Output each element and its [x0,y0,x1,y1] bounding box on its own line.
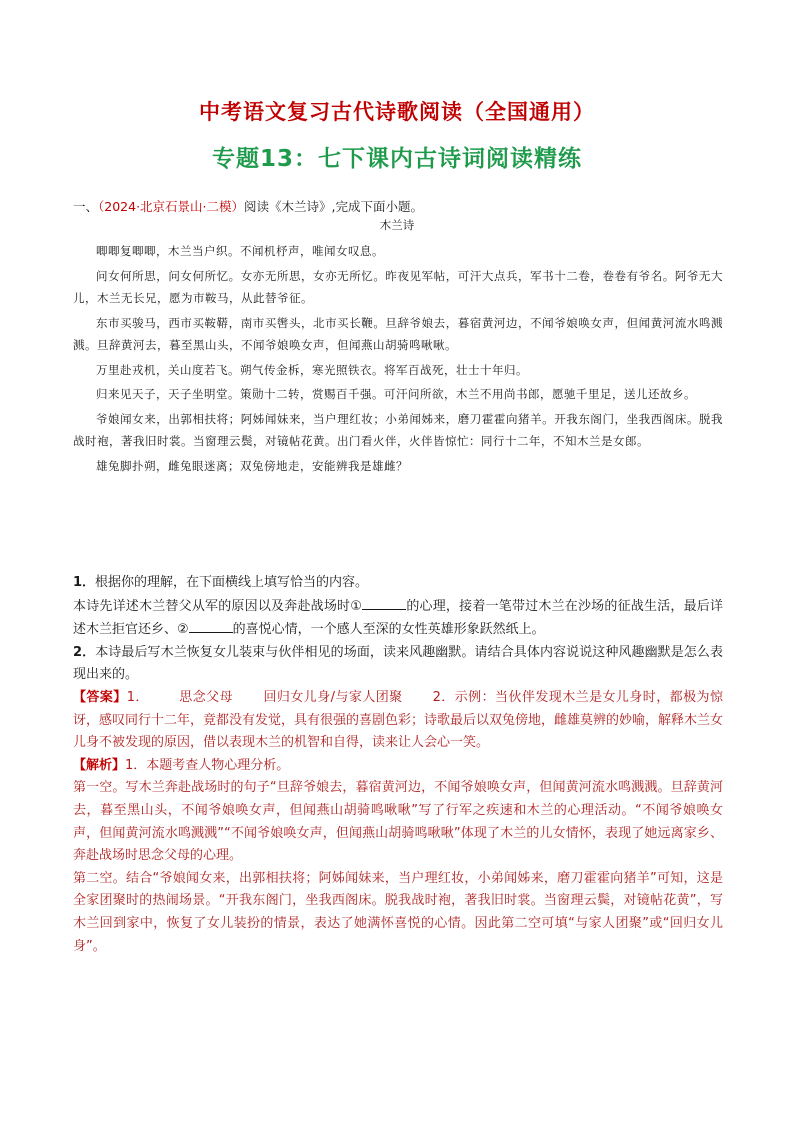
answer-number-1: 1． [126,689,149,705]
poem-stanza: 归来见天子，天子坐明堂。策勋十二转，赏赐百千强。可汗问所欲，木兰不用尚书郎，愿驰千里足，送儿还故乡。 [96,387,696,401]
question-2-text: 本诗最后写木兰恢复女儿装束与伙伴相见的场面，读来风趣幽默。请结合具体内容说说这种风趣幽默是怎么表现出来的。 [73,644,723,683]
analysis-intro: 1．本题考查人物心理分析。 [125,757,290,773]
question-heading [73,197,423,215]
poem-text [73,240,723,479]
poem-stanza: 问女何所思，问女何所忆。女亦无所思，女亦无所忆。昨夜见军帖，可汗大点兵，军书十二卷，卷卷有爷名。阿爷无大儿，木兰无长兄，愿为市鞍马，从此替爷征。 [73,268,723,305]
poem-stanza: 万里赴戎机，关山度若飞。朔气传金柝，寒光照铁衣。将军百战死，壮士十年归。 [96,362,528,377]
poem-stanza: 东市买骏马，西市买鞍鞯，南市买辔头，北市买长鞭。旦辞爷娘去，暮宿黄河边，不闻爷娘唤女声，但闻黄河流水鸣溅溅。旦辞黄河去，暮至黑山头，不闻爷娘唤女声，但闻燕山胡骑鸣啾啾。 [73,315,723,352]
analysis-paragraph-1: 第一空。写木兰奔赴战场时的句子“旦辞爷娘去，暮宿黄河边，不闻爷娘唤女声，但闻黄河流水鸣溅溅。旦辞黄河去，暮至黑山头，不闻爷娘唤女声，但闻燕山胡骑鸣啾啾”写了行军之疾速和木兰的心理活动。“不闻爷娘唤女声，但闻黄河流水鸣溅溅”“不闻爷娘唤女声，但闻燕山胡骑鸣啾啾”体现了木兰的儿女情怀，表现了她远离家乡、奔赴战场时思念父母的心理。 [73,780,723,864]
answer-number-2: 2． [432,689,455,705]
analysis-tag: 【解析】 [73,757,126,773]
question-1-text-c: 的喜悦心情，一个感人至深的女性英雄形象跃然纸上。 [232,622,545,638]
question-1-text: 根据你的理解，在下面横线上填写恰当的内容。 [95,575,369,590]
question-2-label: 2． [73,644,96,660]
analysis-paragraph-2: 第二空。结合“爷娘闻女来，出郭相扶将；阿姊闻妹来，当户理红妆，小弟闻姊来，磨刀霍霍向猪羊”可知，这是全家团聚时的热闹场景。“开我东阁门，坐我西阁床。脱我战时袍，著我旧时裳。当窗理云鬓，对镜帖花黄”，写木兰回到家中，恢复了女儿装扮的情景，表达了她满怀喜悦的心情。因此第二空可填“与家人团聚”或“回归女儿身”。 [73,870,723,954]
question-1 [73,572,723,595]
answer-block [73,687,723,755]
question-1-label: 1． [73,575,96,590]
question-2 [73,642,723,687]
answer-1a: 思念父母 [178,689,234,705]
analysis-heading [73,755,723,778]
poem-title: 木兰诗 [379,218,415,232]
question-1-text-a: 本诗先详述木兰替父从军的原因以及奔赴战场时① [73,598,363,614]
poem-stanza: 雄兔脚扑朔，雌兔眼迷离；双兔傍地走，安能辨我是雄雌？ [96,458,408,473]
document-title: 中考语文复习古代诗歌阅读（全国通用） [199,100,595,124]
document-subtitle: 专题13：七下课内古诗词阅读精练 [211,146,582,172]
answer-2: 示例：当伙伴发现木兰是女儿身时，都极为惊讶，感叹同行十二年，竟都没有发觉，具有很强的喜剧色彩；诗歌最后以双兔傍地，雌雄莫辨的妙喻，解释木兰女儿身不被发现的原因，借以表现木兰的机智和自得，读来让人会心一笑。 [73,689,724,751]
fill-blank-1[interactable] [362,595,406,610]
fill-blank-2[interactable] [189,618,233,633]
answer-tag: 【答案】 [73,689,127,705]
question-1-fill [73,595,723,642]
question-number: 一、 [73,199,99,214]
question-instruction: 阅读《木兰诗》,完成下面小题。 [244,199,424,214]
question-source: （2024·北京石景山·二模） [98,199,245,214]
poem-stanza: 爷娘闻女来，出郭相扶将；阿姊闻妹来，当户理红妆；小弟闻姊来，磨刀霍霍向猪羊。开我东阁门，坐我西阁床。脱我战时袍，著我旧时裳。当窗理云鬓，对镜帖花黄。出门看火伴，火伴皆惊忙：同行十二年，不知木兰是女郎。 [73,411,723,448]
answer-1b: 回归女儿身/与家人团聚 [263,689,403,705]
questions-and-answers [73,572,723,958]
question-1-text-b: 的心理，接着一笔带过木兰在沙场的征战生活，最后详述木兰拒官还乡、② [73,598,723,638]
poem-stanza: 唧唧复唧唧，木兰当户织。不闻机杼声，唯闻女叹息。 [96,244,384,258]
